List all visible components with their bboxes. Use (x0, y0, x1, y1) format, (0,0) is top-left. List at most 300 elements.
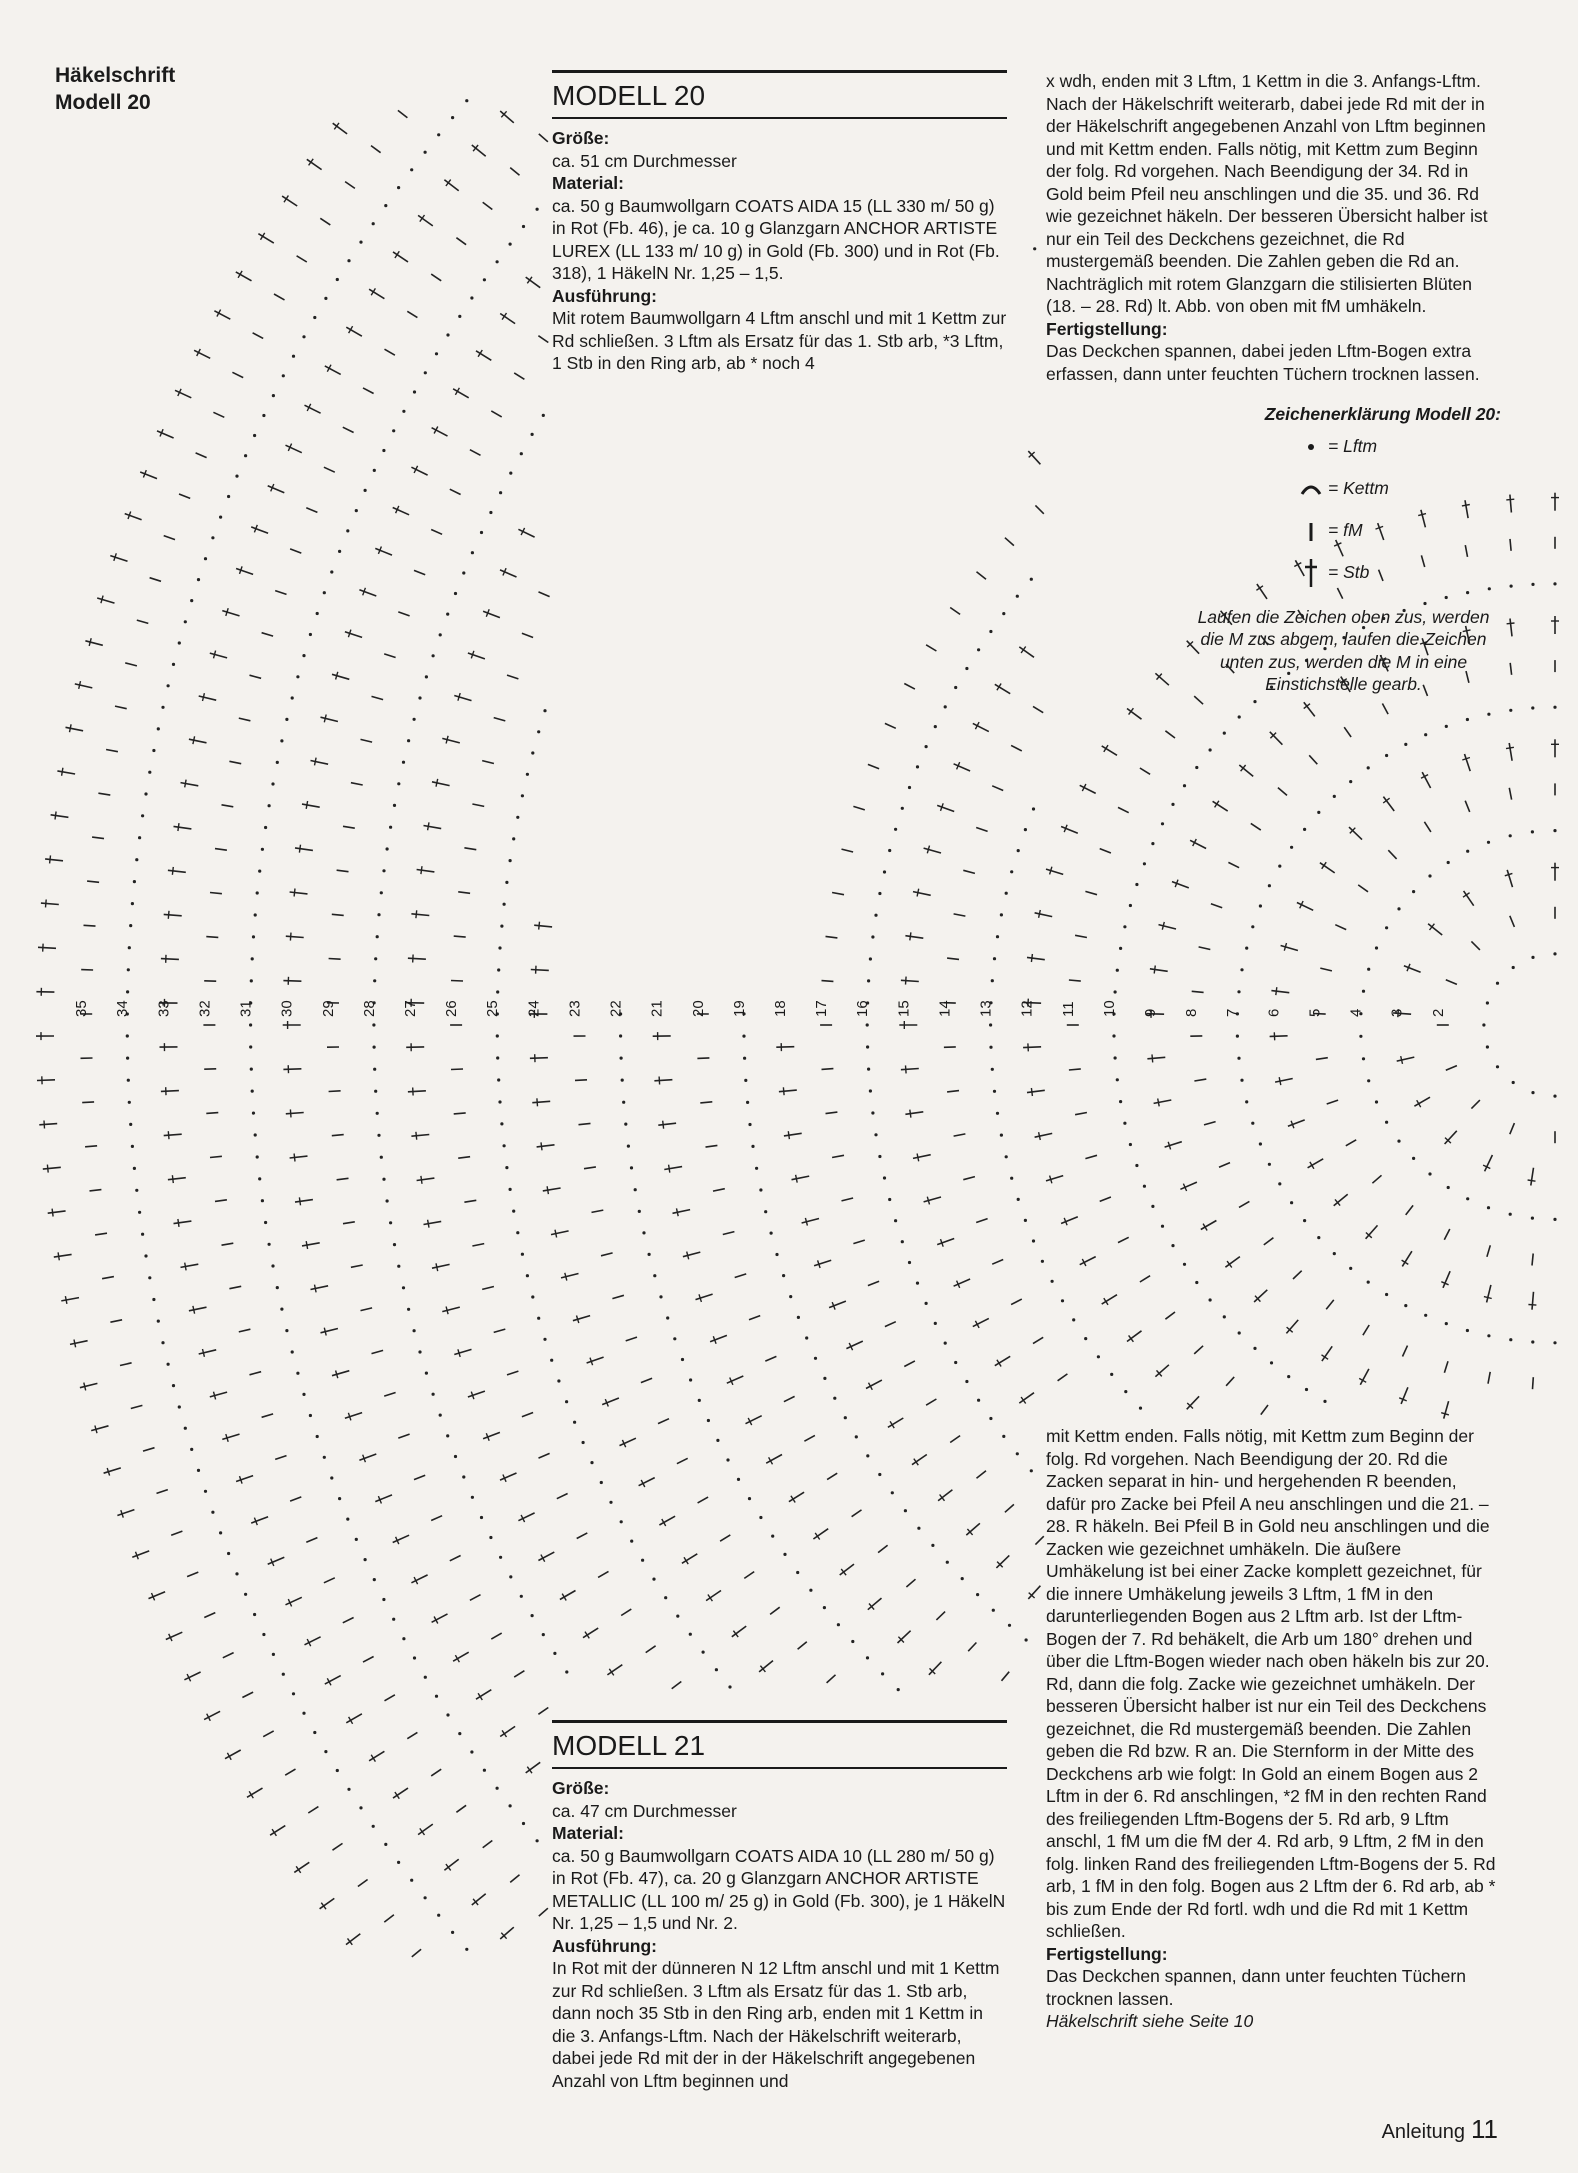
chain-stitch (1553, 1341, 1556, 1344)
treble-stitch (164, 1134, 182, 1135)
chain-stitch (851, 1640, 854, 1643)
chain-stitch (127, 968, 130, 971)
treble-stitch (620, 1438, 636, 1445)
chain-stitch (347, 259, 350, 262)
chain-stitch (497, 1078, 500, 1081)
chain-stitch (1553, 829, 1556, 832)
chain-stitch (1016, 595, 1019, 598)
single-crochet (1326, 1300, 1334, 1309)
treble-stitch (866, 1380, 882, 1388)
single-crochet (713, 1189, 725, 1191)
round-number: 27 (402, 1000, 419, 1017)
single-crochet (1488, 1372, 1490, 1384)
single-crochet (1011, 745, 1022, 751)
chain-stitch (993, 957, 996, 960)
chain-stitch (382, 1598, 385, 1601)
chain-stitch (272, 394, 275, 397)
chain-stitch (917, 1527, 920, 1530)
single-crochet (878, 1545, 888, 1552)
treble-stitch (924, 848, 941, 853)
chain-stitch (1362, 1057, 1365, 1060)
treble-stitch (727, 1376, 744, 1383)
treble-stitch (973, 1318, 989, 1326)
chain-stitch (1033, 247, 1036, 250)
treble-stitch (792, 1176, 810, 1180)
legend-title: Zeichenerklärung Modell 20: (1264, 404, 1501, 424)
chain-stitch (435, 1695, 438, 1698)
chain-stitch (500, 1122, 503, 1125)
single-crochet (1069, 1069, 1081, 1070)
treble-stitch-bar (687, 1252, 689, 1260)
chain-stitch (1531, 956, 1534, 959)
chain-stitch (324, 1750, 327, 1753)
chain-stitch (128, 946, 131, 949)
chain-stitch (324, 297, 327, 300)
chain-stitch (1496, 1065, 1499, 1068)
single-crochet (1465, 801, 1470, 812)
round-number: 22 (607, 1000, 625, 1017)
treble-stitch (117, 1510, 134, 1516)
treble-stitch-bar (446, 736, 448, 744)
round-number: 31 (237, 1000, 255, 1017)
chain-stitch (1424, 1314, 1427, 1317)
single-crochet (363, 1657, 374, 1663)
chain-stitch (869, 1089, 872, 1092)
chain-stitch (129, 924, 132, 927)
chain-stitch (197, 578, 200, 581)
treble-stitch-bar (89, 638, 91, 646)
treble-stitch (174, 826, 192, 829)
single-crochet (150, 578, 161, 582)
chain-stitch (989, 630, 992, 633)
treble-stitch-bar (185, 780, 186, 788)
single-crochet (514, 373, 524, 379)
chain-stitch (1367, 766, 1370, 769)
single-crochet (641, 1378, 652, 1382)
round-number: 20 (689, 1000, 707, 1017)
chain-stitch (1236, 1035, 1239, 1038)
single-crochet (744, 1572, 754, 1579)
chain-stitch (437, 133, 440, 136)
chain-stitch (302, 1712, 305, 1715)
treble-stitch-bar (783, 1087, 784, 1095)
chain-stitch (144, 792, 147, 795)
single-crochet (1372, 1175, 1381, 1183)
chain-stitch (323, 591, 326, 594)
chain-stitch (1359, 1035, 1362, 1038)
chain-stitch (1317, 1236, 1320, 1239)
chain-stitch (512, 1210, 515, 1213)
treble-stitch (531, 970, 549, 971)
chain-stitch (372, 222, 375, 225)
round-number: 25 (484, 1000, 502, 1017)
chain-stitch (1531, 1217, 1534, 1220)
chain-stitch (1447, 861, 1450, 864)
treble-stitch (54, 1254, 72, 1257)
treble-stitch (543, 1188, 561, 1191)
treble-stitch (325, 366, 341, 375)
chain-stitch (1032, 807, 1035, 810)
chain-stitch (814, 1357, 817, 1360)
chain-stitch (1151, 1205, 1154, 1208)
chain-stitch (253, 434, 256, 437)
round-number: 18 (772, 1000, 789, 1017)
treble-stitch (432, 428, 448, 436)
single-crochet (210, 1156, 222, 1157)
treble-stitch-bar (436, 1263, 438, 1271)
single-crochet (85, 1146, 97, 1147)
single-crochet (343, 427, 354, 432)
treble-stitch (268, 1557, 285, 1564)
single-crochet (1085, 1155, 1097, 1158)
chain-stitch (178, 641, 181, 644)
chain-stitch (565, 1670, 568, 1673)
chain-stitch (1030, 1469, 1033, 1472)
treble-stitch (210, 1392, 227, 1397)
chain-stitch (516, 816, 519, 819)
treble-stitch-bar (44, 1121, 45, 1129)
treble-stitch (311, 761, 329, 765)
single-crochet (1085, 891, 1097, 894)
single-crochet (1533, 1377, 1534, 1389)
treble-stitch (332, 674, 349, 679)
chain-stitch (271, 782, 274, 785)
modell20-finishing-text: Das Deckchen spannen, dabei jeden Lftm-Bogen extra erfassen, dann unter feuchten Tüchern trocknen lassen. (1046, 341, 1480, 384)
chain-stitch (1486, 1001, 1489, 1004)
single-crochet (115, 706, 127, 709)
treble-stitch (268, 486, 285, 493)
chain-stitch (1531, 583, 1534, 586)
chain-stitch (211, 536, 214, 539)
chain-stitch (227, 495, 230, 498)
single-crochet (464, 848, 476, 850)
chart-title-line1: Häkelschrift (55, 64, 176, 87)
chain-stitch (550, 1359, 553, 1362)
single-crochet (250, 1372, 262, 1375)
treble-stitch (901, 1069, 919, 1070)
treble-stitch-bar (565, 1273, 567, 1281)
chain-stitch (249, 1023, 252, 1026)
single-crochet (621, 1609, 631, 1615)
single-crochet (345, 182, 355, 189)
chain-stitch (1404, 743, 1407, 746)
chain-stitch (330, 1476, 333, 1479)
single-crochet (507, 1371, 518, 1375)
chain-stitch (458, 1732, 461, 1735)
treble-stitch (1401, 1387, 1408, 1404)
single-crochet (179, 494, 190, 498)
single-crochet (157, 1490, 168, 1494)
treble-stitch-bar (395, 1792, 399, 1799)
chain-stitch (161, 706, 164, 709)
chain-stitch (503, 1144, 506, 1147)
treble-stitch-bar (1031, 954, 1032, 962)
treble-stitch-bar (168, 1131, 169, 1139)
treble-stitch (937, 805, 954, 811)
chain-stitch (446, 613, 449, 616)
chain-stitch (1333, 1252, 1336, 1255)
single-crochet (472, 804, 484, 806)
treble-stitch (1281, 946, 1298, 951)
chain-stitch (977, 648, 980, 651)
chain-stitch (141, 814, 144, 817)
chain-stitch (439, 633, 442, 636)
chain-stitch (1323, 1400, 1326, 1403)
treble-stitch (251, 527, 268, 533)
single-crochet (770, 1607, 780, 1614)
single-crochet (1011, 1299, 1022, 1305)
chain-stitch (359, 1806, 362, 1809)
single-crochet (522, 1413, 533, 1417)
chain-stitch (908, 786, 911, 789)
chain-stitch (1496, 982, 1499, 985)
treble-stitch-bar (1528, 1305, 1536, 1306)
chain-stitch (743, 1057, 746, 1060)
treble-stitch (432, 1264, 450, 1268)
treble-stitch (417, 1178, 435, 1180)
single-crochet (196, 453, 207, 458)
chain-stitch (883, 1176, 886, 1179)
chain-stitch (965, 667, 968, 670)
round-number: 3 (1388, 1008, 1406, 1017)
chain-stitch (258, 1177, 261, 1180)
treble-stitch-bar (62, 768, 63, 776)
chain-stitch (1072, 1318, 1075, 1321)
single-crochet (274, 294, 285, 300)
single-crochet (483, 1841, 493, 1848)
chain-stitch (1143, 862, 1146, 865)
treble-stitch (1270, 732, 1283, 745)
treble-stitch (1510, 495, 1512, 513)
treble-stitch (1509, 743, 1512, 761)
chain-stitch (1317, 811, 1320, 814)
treble-stitch (518, 1513, 534, 1521)
single-crochet (926, 1399, 936, 1405)
chain-stitch (1000, 1134, 1003, 1137)
modell20-material-label: Material: (552, 173, 624, 193)
single-crochet (398, 612, 409, 616)
treble-stitch (286, 936, 304, 937)
chain-stitch (1195, 766, 1198, 769)
single-crochet (137, 620, 149, 623)
single-crochet (454, 936, 466, 937)
single-crochet (372, 1350, 384, 1353)
treble-stitch-bar (677, 1208, 679, 1216)
treble-stitch (1485, 1155, 1493, 1171)
treble-stitch-bar (395, 251, 399, 258)
modell20-size-label: Größe: (552, 128, 610, 148)
treble-stitch-bar (1031, 1088, 1032, 1096)
chain-stitch (127, 1079, 130, 1082)
chain-stitch (1240, 1079, 1243, 1082)
chain-stitch (227, 1552, 230, 1555)
chain-stitch (866, 1656, 869, 1659)
treble-stitch (905, 1112, 923, 1115)
round-number: 29 (319, 1000, 337, 1017)
treble-stitch (659, 1516, 675, 1525)
chain-stitch (1183, 1263, 1186, 1266)
treble-stitch (1531, 1168, 1534, 1186)
chain-stitch (1253, 1347, 1256, 1350)
chain-stitch (748, 1123, 751, 1126)
treble-stitch (1487, 1285, 1491, 1303)
chain-stitch (252, 935, 255, 938)
chain-stitch (630, 1540, 633, 1543)
treble-stitch (829, 1301, 846, 1308)
chain-stitch (496, 1787, 499, 1790)
treble-stitch (110, 556, 127, 562)
chain-stitch (676, 1615, 679, 1618)
chain-stitch (888, 1198, 891, 1201)
treble-stitch (500, 1473, 517, 1480)
round-number: 11 (1059, 1001, 1077, 1017)
chain-stitch (316, 612, 319, 615)
treble-stitch-bar (193, 736, 195, 744)
treble-stitch-bar (306, 1241, 307, 1249)
chain-stitch (1531, 706, 1534, 709)
single-crochet (204, 1613, 215, 1618)
chain-stitch (996, 935, 999, 938)
chain-stitch (498, 1100, 501, 1103)
chain-stitch (542, 1633, 545, 1636)
chain-stitch (138, 836, 141, 839)
treble-stitch (359, 1454, 376, 1460)
single-crochet (337, 870, 349, 872)
chain-stitch (869, 957, 872, 960)
single-crochet (95, 1233, 107, 1235)
chain-stitch (630, 1166, 633, 1169)
chain-stitch (782, 1274, 785, 1277)
single-crochet (1005, 538, 1014, 546)
chain-stitch (537, 1317, 540, 1320)
treble-stitch (1465, 754, 1471, 771)
chain-stitch (204, 557, 207, 560)
chain-stitch (397, 186, 400, 189)
treble-stitch-bar (906, 977, 907, 985)
single-crochet (1424, 822, 1431, 832)
chain-stitch (1303, 1219, 1306, 1222)
chain-stitch (446, 1434, 449, 1437)
treble-stitch (1165, 1142, 1182, 1147)
treble-stitch-bar (537, 1098, 538, 1106)
single-crochet (852, 1510, 862, 1517)
chain-stitch (373, 469, 376, 472)
chain-stitch (837, 1623, 840, 1626)
treble-stitch (181, 783, 199, 786)
single-crochet (1510, 916, 1515, 927)
single-crochet (1165, 731, 1175, 738)
chain-stitch (141, 1233, 144, 1236)
single-crochet (1226, 1377, 1234, 1386)
single-crochet (102, 1277, 114, 1279)
chain-stitch (536, 1839, 539, 1842)
treble-stitch (57, 771, 75, 774)
chain-stitch (152, 1298, 155, 1301)
chain-stitch (1487, 713, 1490, 716)
treble-stitch (210, 653, 227, 658)
single-crochet (842, 849, 854, 852)
chain-stitch (465, 99, 468, 102)
single-crochet (804, 1435, 815, 1441)
single-crochet (1033, 706, 1043, 712)
chain-stitch (373, 1046, 376, 1049)
chain-stitch (1447, 1186, 1450, 1189)
single-crochet (215, 849, 227, 851)
single-crochet (735, 1274, 747, 1278)
treble-stitch (1532, 1292, 1534, 1310)
treble-stitch (283, 1069, 301, 1070)
chain-stitch (1553, 952, 1556, 955)
single-crochet (1211, 904, 1222, 908)
chain-stitch (509, 243, 512, 246)
treble-stitch-bar (178, 1219, 179, 1227)
treble-stitch (164, 914, 182, 915)
chain-stitch (1404, 1304, 1407, 1307)
single-crochet (229, 761, 241, 763)
treble-stitch-bar (74, 1340, 76, 1348)
chain-stitch (531, 1614, 534, 1617)
round-number: 17 (813, 1000, 831, 1017)
single-crochet (451, 1069, 463, 1070)
single-crochet (385, 1695, 395, 1701)
chain-stitch (1303, 828, 1306, 831)
chain-stitch (1466, 718, 1469, 721)
single-crochet (297, 256, 307, 262)
treble-stitch-bar (84, 1383, 86, 1391)
treble-stitch (664, 1167, 682, 1170)
chain-stitch (439, 1414, 442, 1417)
treble-stitch-bar (203, 1349, 205, 1357)
single-crochet (1075, 935, 1087, 937)
single-crochet (306, 508, 317, 513)
chain-stitch (249, 1045, 252, 1048)
treble-stitch (168, 1178, 186, 1180)
single-crochet (904, 684, 915, 690)
treble-stitch-bar (172, 1175, 173, 1183)
chain-stitch (302, 335, 305, 338)
chain-stitch (934, 1322, 937, 1325)
treble-stitch (1147, 1057, 1165, 1059)
treble-stitch-bar (910, 932, 911, 940)
single-crochet (1510, 663, 1511, 675)
treble-stitch (37, 1080, 55, 1081)
chain-stitch (627, 1145, 630, 1148)
chain-stitch (1362, 990, 1365, 993)
single-crochet (290, 549, 301, 553)
single-crochet (1192, 991, 1204, 992)
single-crochet (749, 1316, 760, 1320)
treble-stitch-bar (203, 693, 205, 701)
treble-stitch (1397, 1057, 1415, 1061)
chain-stitch (620, 1057, 623, 1060)
treble-stitch-bar (50, 855, 51, 863)
single-crochet (431, 530, 442, 535)
treble-stitch (1510, 619, 1512, 637)
treble-stitch (290, 1156, 308, 1158)
treble-stitch (311, 1286, 329, 1290)
chain-stitch (254, 913, 257, 916)
treble-stitch (204, 1711, 220, 1719)
treble-stitch-bar (669, 1165, 670, 1173)
chain-stitch (805, 1336, 808, 1339)
chain-stitch (1024, 1219, 1027, 1222)
chain-stitch (1171, 803, 1174, 806)
chain-stitch (638, 1210, 641, 1213)
chain-stitch (901, 1240, 904, 1243)
treble-stitch (530, 1058, 548, 1059)
legend-row-fm (1046, 510, 1501, 552)
single-crochet (343, 1222, 355, 1224)
